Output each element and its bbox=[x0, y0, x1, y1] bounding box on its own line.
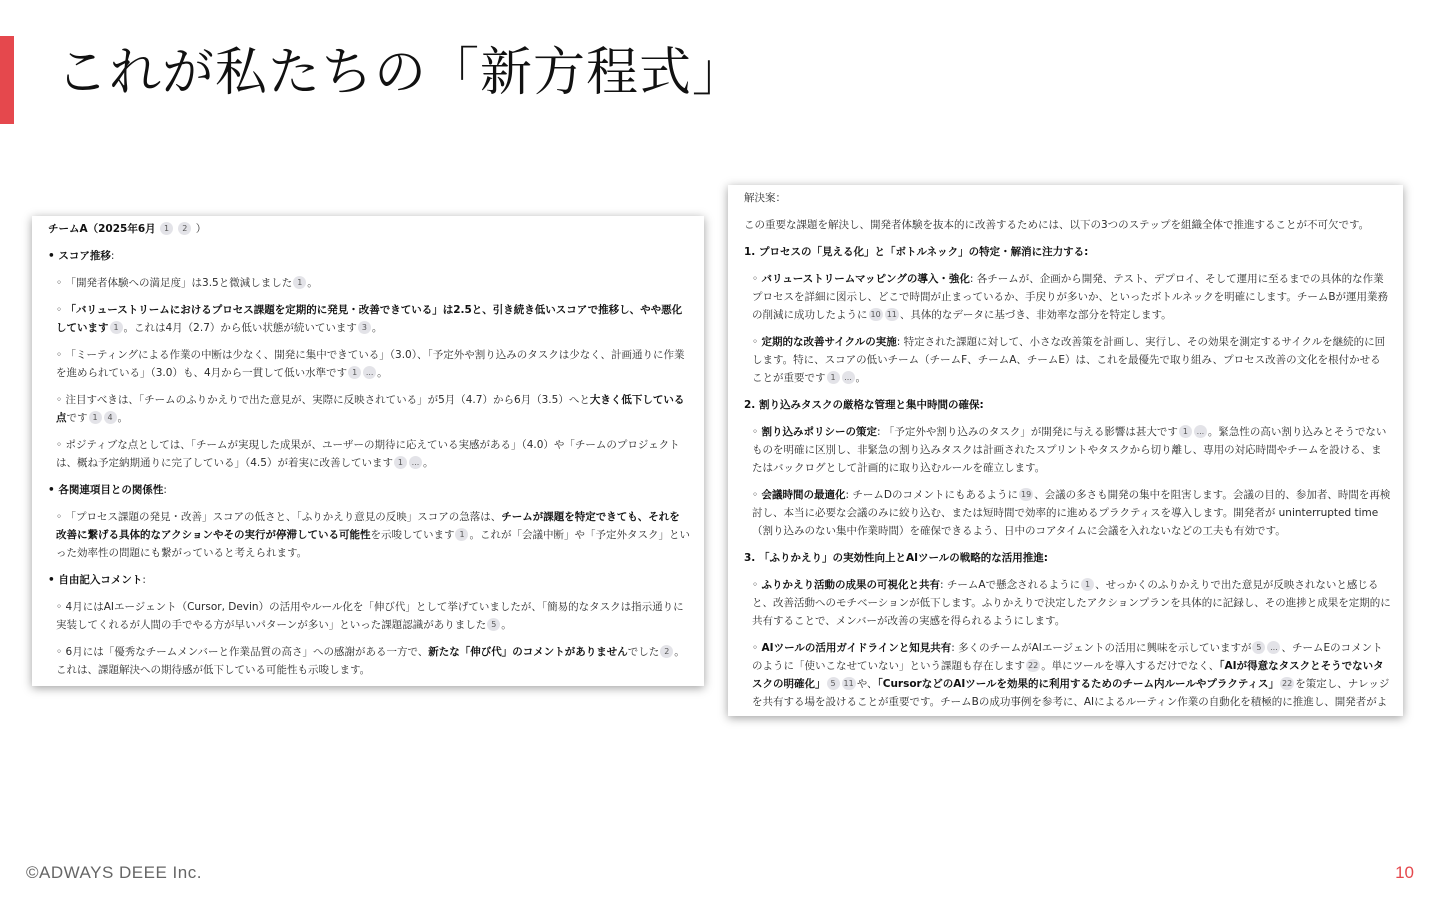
citation-badge: 1 bbox=[1179, 425, 1192, 438]
text-segment: : チームAで懸念されるように bbox=[940, 579, 1081, 591]
bullet-item bbox=[48, 301, 690, 337]
citation-badge: 1 bbox=[827, 371, 840, 384]
citation-badge: 11 bbox=[843, 679, 854, 688]
citation-badge: ... bbox=[842, 371, 855, 384]
bold-text: 割り込みポリシーの策定 bbox=[761, 426, 878, 438]
citation-badge: 11 bbox=[886, 310, 897, 319]
bold-text: 大きく低下している点 bbox=[56, 394, 685, 424]
section-paragraph bbox=[744, 549, 1391, 567]
text-segment: この重要な課題を解決し、開発者体験を抜本的に改善するためには、以下の3つのステップを組織全体で推進することが不可欠です。 bbox=[744, 219, 1370, 231]
text-segment: 。 bbox=[371, 322, 383, 334]
text-segment: ◦ bbox=[752, 579, 762, 591]
text-segment: 。これは、課題解決への期待感が低下している可能性も示唆します。 bbox=[56, 646, 685, 676]
text-segment: : bbox=[110, 250, 115, 262]
bold-text: 会議時間の最適化 bbox=[761, 489, 846, 501]
bullet-item bbox=[48, 274, 690, 292]
text-segment: でした bbox=[627, 646, 660, 658]
text-segment: 、会議の多さも開発の集中を阻害します。会議の目的、参加者、時間を再検討し、本当に必要な会議のみに絞り込む、または短時間で効率的に進めるプラクティスを導入します。開発者が uninterrupted time（割り込みのない集中作業時間）を確保できるよう、日中のコアタイムに会議を入れないなどの工夫も有効です。 bbox=[752, 489, 1391, 537]
text-segment: 、具体的なデータに基づき、非効率な部分を特定します。 bbox=[899, 309, 1172, 321]
text-segment: : bbox=[163, 484, 167, 496]
text-segment: 。これは4月（2.7）から低い状態が続いています bbox=[123, 322, 357, 334]
bold-text: 「CursorなどのAIツールを効果的に利用するためのチーム内ルールやプラクティス」 bbox=[877, 678, 1280, 690]
text-segment: 。単にツールを導入するだけでなく、 bbox=[1041, 660, 1220, 672]
citation-badge: 4 bbox=[104, 411, 117, 424]
text-segment: ◦ bbox=[752, 642, 762, 654]
text-segment: ◦ bbox=[752, 489, 762, 501]
text-segment: 。 bbox=[307, 277, 318, 289]
team-a-body bbox=[48, 247, 690, 679]
bold-text: 3. 「ふりかえり」の実効性向上とAIツールの戦略的な活用推進: bbox=[744, 552, 1048, 564]
text-segment: : チームDのコメントにもあるように bbox=[845, 489, 1018, 501]
text-segment: を策定し、ナレッジを共有する場を設けることが重要です。チームBの成功事例を参考に、AIによるルーティン作業の自動化を積極的に推進し、開発者がよ bbox=[752, 678, 1390, 708]
text-segment: : bbox=[142, 574, 146, 586]
section-paragraph bbox=[48, 247, 690, 265]
citation-badge: 1 bbox=[348, 366, 361, 379]
bold-text: 2. 割り込みタスクの厳格な管理と集中時間の確保: bbox=[744, 399, 984, 411]
section-paragraph bbox=[744, 216, 1391, 234]
team-a-header-text: チームA（2025年6月 bbox=[48, 223, 156, 235]
text-segment: です bbox=[66, 412, 88, 424]
citation-badge: 1 bbox=[160, 222, 173, 235]
text-segment: ◦ 6月には「優秀なチームメンバーと作業品質の高さ」への感謝がある一方で、 bbox=[56, 646, 429, 658]
citation-badge: 1 bbox=[394, 456, 407, 469]
text-segment: ◦ bbox=[56, 304, 66, 316]
bullet-item bbox=[48, 508, 690, 562]
text-segment: 。 bbox=[855, 372, 866, 384]
bullet-item bbox=[744, 270, 1391, 324]
citation-badge: 2 bbox=[178, 222, 191, 235]
text-segment: を示唆しています bbox=[370, 529, 455, 541]
text-segment: : 「予定外や割り込みのタスク」が開発に与える影響は甚大です bbox=[877, 426, 1178, 438]
bullet-item bbox=[744, 639, 1391, 711]
text-segment: ◦ bbox=[752, 336, 762, 348]
text-segment: 。 bbox=[377, 367, 388, 379]
citation-badge: 5 bbox=[827, 677, 840, 690]
citation-badge: 10 bbox=[870, 310, 881, 319]
bold-text: 1. プロセスの「見える化」と「ボトルネック」の特定・解消に注力する: bbox=[744, 246, 1089, 258]
text-segment: 。これが「会議中断」や「予定外タスク」といった効率性の問題にも繋がっていると考えられます。 bbox=[56, 529, 690, 559]
bold-text: 定期的な改善サイクルの実施 bbox=[761, 336, 897, 348]
solution-proposal-screenshot bbox=[728, 185, 1403, 716]
text-segment: : 多くのチームがAIエージェントの活用に興味を示していますが bbox=[951, 642, 1252, 654]
text-segment: ◦ 4月にはAIエージェント（Cursor, Devin）の活用やルール化を「伸び代」として挙げていましたが、「簡易的なタスクは指示通りに実装してくれるが人間の手でやる方が早いパターンが多い」といった課題認識がありました bbox=[56, 601, 684, 631]
citation-badge: 19 bbox=[1021, 490, 1032, 499]
text-segment: 、せっかくのふりかえりで出た意見が反映されないと感じると、改善活動へのモチベーションが低下します。ふりかえりで決定したアクションプランを具体的に記録し、その進捗と成果を定期的に共有することで、メンバーが改善の実感を得られるようにします。 bbox=[752, 579, 1391, 627]
text-segment: 。 bbox=[117, 412, 128, 424]
bullet-item bbox=[48, 436, 690, 472]
citation-badge: 22 bbox=[1028, 661, 1039, 670]
citation-badge: 5 bbox=[1252, 641, 1265, 654]
solution-body bbox=[744, 189, 1391, 711]
text-segment: 。 bbox=[422, 457, 434, 469]
slide-title: これが私たちの「新方程式」 bbox=[56, 43, 746, 103]
bullet-item bbox=[744, 333, 1391, 387]
text-segment: : 特定された課題に対して、小さな改善策を計画し、実行し、その効果を測定するサイクルを継続的に回します。特に、スコアの低いチーム（チームF、チームA、チームE）は、これを最優先で取り組み、プロセス改善の文化を根付かせることが重要です bbox=[752, 336, 1386, 384]
citation-badge: ... bbox=[1194, 425, 1207, 438]
bold-text: • 各関連項目との関係性 bbox=[48, 484, 164, 496]
text-segment: ◦ 「プロセス課題の発見・改善」スコアの低さと、「ふりかえり意見の反映」スコアの急落は、 bbox=[56, 511, 502, 523]
section-paragraph bbox=[744, 243, 1391, 261]
citation-badge: 22 bbox=[1282, 679, 1293, 688]
bullet-item bbox=[744, 576, 1391, 630]
team-a-survey-screenshot bbox=[32, 216, 704, 686]
bold-text: 「AIが得意なタスクとそうでないタスクの明確化」 bbox=[752, 660, 1384, 690]
title-accent-bar bbox=[0, 36, 14, 124]
section-paragraph bbox=[744, 189, 1391, 207]
citation-badge: 1 bbox=[110, 321, 123, 334]
text-segment: ◦ ポジティブな点としては、「チームが実現した成果が、ユーザーの期待に応えている実感がある」（4.0）や「チームのプロジェクトは、概ね予定納期通りに完了している」（4.5）が着実に改善しています bbox=[56, 439, 680, 469]
bold-text: 新たな「伸び代」のコメントがありません bbox=[428, 646, 628, 658]
text-segment: ◦ bbox=[752, 426, 762, 438]
citation-badge: ... bbox=[363, 366, 376, 379]
bullet-item bbox=[744, 486, 1391, 540]
text-segment: 。 bbox=[501, 619, 512, 631]
citation-badge: 5 bbox=[487, 618, 500, 631]
bold-text: AIツールの活用ガイドラインと知見共有 bbox=[761, 642, 952, 654]
bullet-item bbox=[48, 346, 690, 382]
citation-badge: 1 bbox=[1081, 578, 1094, 591]
text-segment: 、チームEのコメントのように「使いこなせていない」という課題も存在します bbox=[752, 642, 1383, 672]
bold-text: ふりかえり活動の成果の可視化と共有 bbox=[761, 579, 941, 591]
text-segment: ◦ 注目すべきは、「チームのふりかえりで出た意見が、実際に反映されている」が5月（4.7）から6月（3.5）へと bbox=[56, 394, 590, 406]
page-number: 10 bbox=[1395, 863, 1414, 882]
section-paragraph bbox=[744, 396, 1391, 414]
citation-badge: 1 bbox=[293, 276, 306, 289]
citation-badge: 3 bbox=[358, 321, 371, 334]
section-paragraph bbox=[48, 571, 690, 589]
citation-badge: 2 bbox=[660, 645, 673, 658]
text-segment: ◦ bbox=[752, 273, 762, 285]
bullet-item bbox=[48, 598, 690, 634]
bold-text: • 自由記入コメント bbox=[48, 574, 143, 586]
section-paragraph bbox=[48, 481, 690, 499]
bold-text: チームが課題を特定できても、それを改善に繋げる具体的なアクションやその実行が停滞している可能性 bbox=[56, 511, 680, 541]
text-segment: 。緊急性の高い割り込みとそうでないものを明確に区別し、非緊急の割り込みタスクは計画されたスプリントやタスクから切り離し、専用の対応時間やチームを設ける、またはバックログとして計画的に取り込むルールを確立します。 bbox=[752, 426, 1387, 474]
bullet-item bbox=[744, 423, 1391, 477]
bullet-item bbox=[48, 391, 690, 427]
bullet-item bbox=[48, 643, 690, 679]
text-segment: ◦ 「ミーティングによる作業の中断は少なく、開発に集中できている」（3.0）、「予定外や割り込みのタスクは少なく、計画通りに作業を進められている」（3.0）も、4月から一貫して低い水準です bbox=[56, 349, 685, 379]
bold-text: 「バリューストリームにおけるプロセス課題を定期的に発見・改善できている」は2.5と、引き続き低いスコアで推移し、やや悪化しています bbox=[56, 304, 683, 334]
text-segment: ◦ 「開発者体験への満足度」は3.5と微減しました bbox=[56, 277, 293, 289]
citation-badge: ... bbox=[1267, 641, 1280, 654]
text-segment: や、 bbox=[856, 678, 878, 690]
footer-copyright: ©ADWAYS DEEE Inc. bbox=[26, 863, 202, 882]
citation-badge: 1 bbox=[455, 528, 468, 541]
citation-badge: ... bbox=[409, 456, 422, 469]
citation-badge: 1 bbox=[89, 411, 102, 424]
team-a-header bbox=[48, 220, 690, 238]
team-a-header-close: ） bbox=[195, 223, 207, 235]
bold-text: バリューストリームマッピングの導入・強化 bbox=[761, 273, 970, 285]
bold-text: • スコア推移 bbox=[48, 250, 111, 262]
text-segment: 解決案： bbox=[744, 192, 786, 204]
text-segment: : 各チームが、企画から開発、テスト、デプロイ、そして運用に至るまでの具体的な作業プロセスを詳細に図示し、どこで時間が止まっているか、手戻りが多いか、といったボトルネックを明確にします。チームBが運用業務の削減に成功したように bbox=[752, 273, 1389, 321]
